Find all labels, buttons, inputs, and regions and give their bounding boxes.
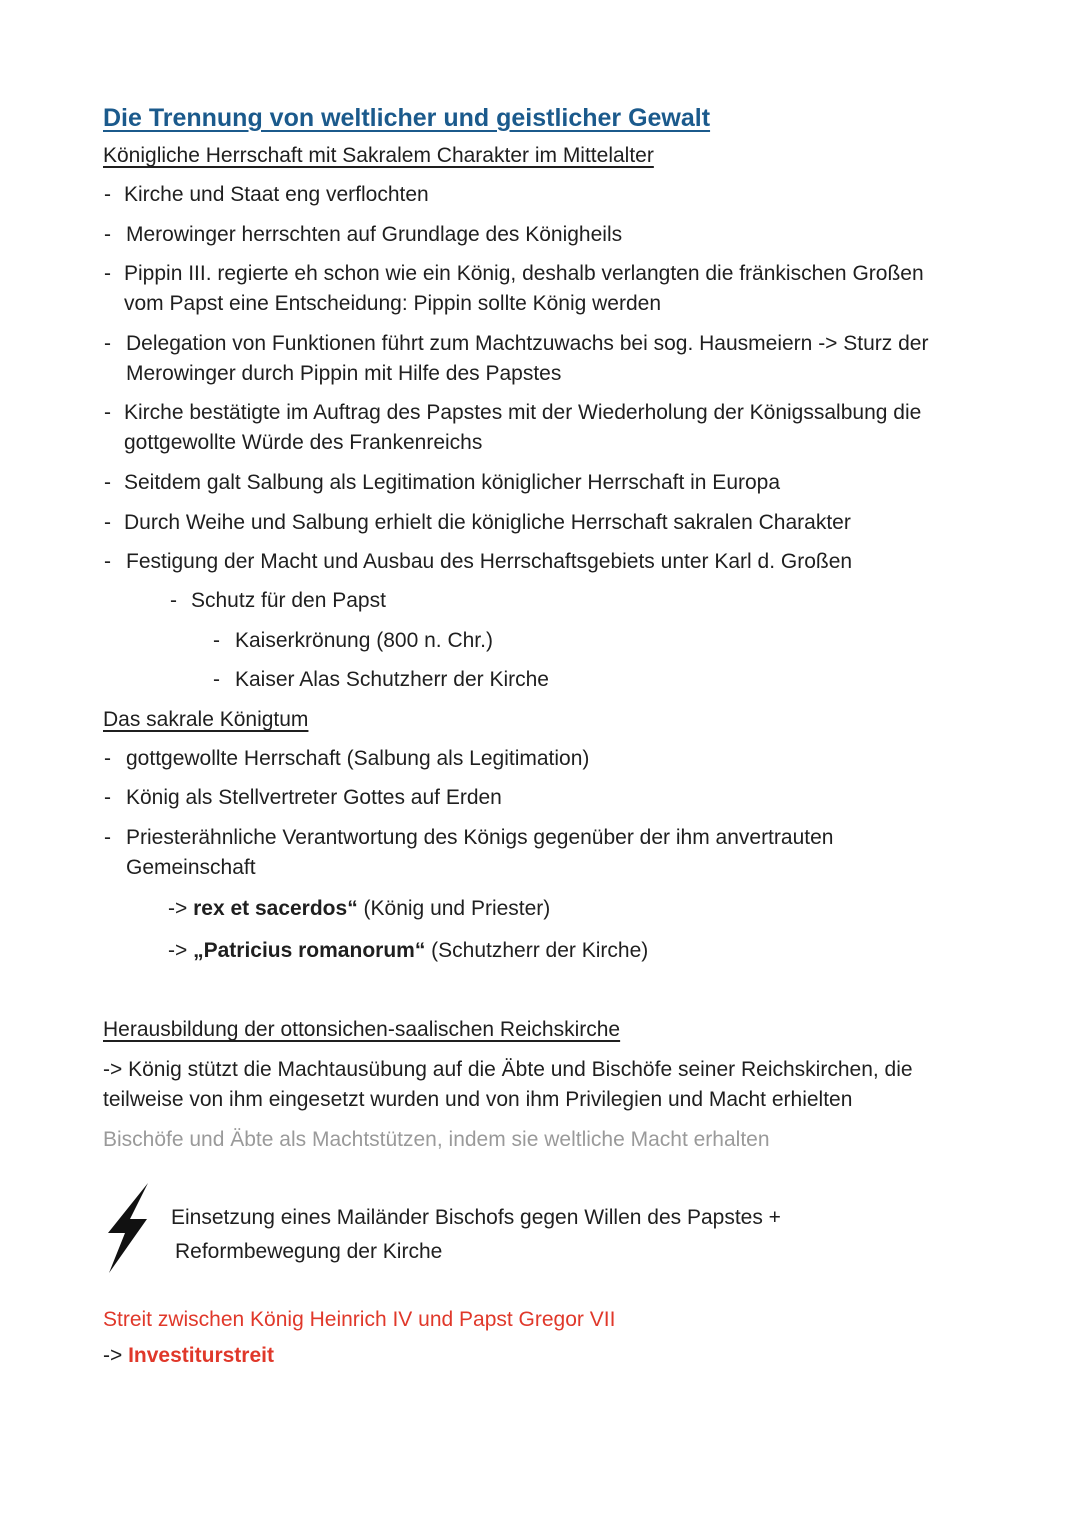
paragraph-line: -> König stützt die Machtausübung auf die Äbte und Bischöfe seiner Reichskirchen, die [103,1058,913,1081]
lightning-bolt-icon [104,1183,150,1273]
section-heading-imperial-church: Herausbildung der ottonsichen-saalischen Reichskirche [103,1018,621,1041]
list-item: Priesterähnliche Verantwortung des Königs gegenüber der ihm anvertrauten [126,826,834,849]
list-item: Seitdem galt Salbung als Legitimation königlicher Herrschaft in Europa [124,471,781,494]
sub-sub-list-item: Kaiserkrönung (800 n. Chr.) [235,629,493,652]
bullet-dash: - [104,183,111,206]
list-item: Pippin III. regierte eh schon wie ein König, deshalb verlangten die fränkischen Großen [124,262,924,285]
list-item: Delegation von Funktionen führt zum Machtzuwachs bei sog. Hausmeiern -> Sturz der [126,332,929,355]
list-item: Durch Weihe und Salbung erhielt die königliche Herrschaft sakralen Charakter [124,511,851,534]
bullet-dash: - [104,262,111,285]
grey-note: Bischöfe und Äbte als Machtstützen, indem sie weltliche Macht erhalten [103,1128,770,1151]
bullet-dash: - [104,471,111,494]
bullet-dash: - [104,550,111,573]
bullet-dash: - [104,223,111,246]
arrow-note-patricius [168,936,648,966]
list-item: Kirche bestätigte im Auftrag des Papstes mit der Wiederholung der Königssalbung die [124,401,922,424]
sub-sub-list-item: Kaiser Alas Schutzherr der Kirche [235,668,549,691]
list-item: König als Stellvertreter Gottes auf Erden [126,786,502,809]
conflict-summary: Streit zwischen König Heinrich IV und Papst Gregor VII [103,1308,616,1331]
investiture-controversy-term: Investiturstreit [128,1344,274,1367]
bold-term: „Patricius romanorum“ [193,939,426,962]
bullet-dash: - [213,668,220,691]
section-heading-royal-rule: Königliche Herrschaft mit Sakralem Charakter im Mittelalter [103,144,654,167]
list-item-continuation: Merowinger durch Pippin mit Hilfe des Papstes [126,362,562,385]
term-explanation: (Schutzherr der Kirche) [425,939,649,962]
arrow-prefix: -> [168,939,194,962]
bullet-dash: - [104,826,111,849]
list-item-continuation: gottgewollte Würde des Frankenreichs [124,431,483,454]
term-explanation: (König und Priester) [357,897,551,920]
list-item: Festigung der Macht und Ausbau des Herrschaftsgebiets unter Karl d. Großen [126,550,853,573]
list-item: Kirche und Staat eng verflochten [124,183,429,206]
arrow-prefix: -> [103,1344,129,1367]
bullet-dash: - [104,332,111,355]
paragraph-line: teilweise von ihm eingesetzt wurden und von ihm Privilegien und Macht erhielten [103,1088,853,1111]
sub-list-item: Schutz für den Papst [191,589,386,612]
page-title: Die Trennung von weltlicher und geistlicher Gewalt [103,104,711,132]
bullet-dash: - [104,401,111,424]
conflict-text-line: Reformbewegung der Kirche [175,1240,443,1263]
list-item-continuation: vom Papst eine Entscheidung: Pippin sollte König werden [124,292,661,315]
section-heading-sacral-kingship: Das sakrale Königtum [103,708,309,731]
bullet-dash: - [213,629,220,652]
list-item-continuation: Gemeinschaft [126,856,256,879]
list-item: Merowinger herrschten auf Grundlage des Königheils [126,223,623,246]
bullet-dash: - [170,589,177,612]
bold-term: rex et sacerdos“ [193,897,358,920]
arrow-note-rex-et-sacerdos [168,894,550,924]
bullet-dash: - [104,786,111,809]
bullet-dash: - [104,747,111,770]
result-arrow-line [103,1341,274,1371]
list-item: gottgewollte Herrschaft (Salbung als Legitimation) [126,747,590,770]
conflict-text-line: Einsetzung eines Mailänder Bischofs gegen Willen des Papstes + [171,1206,781,1229]
arrow-prefix: -> [168,897,194,920]
bullet-dash: - [104,511,111,534]
